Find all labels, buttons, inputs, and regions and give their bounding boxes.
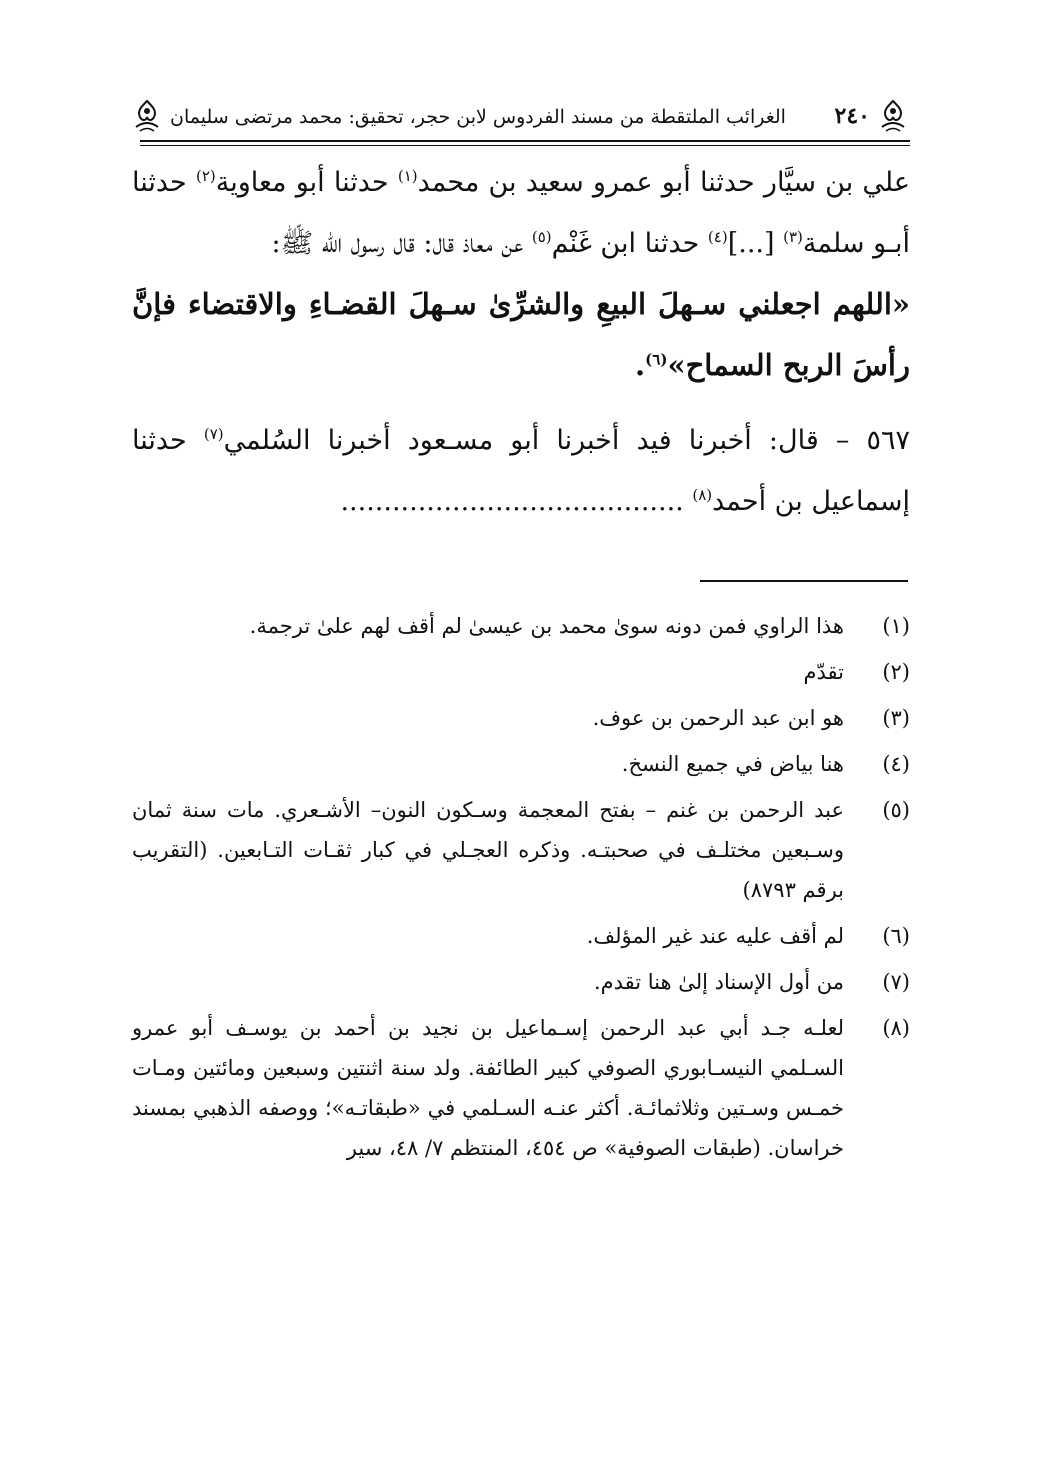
footnote-text: هذا الراوي فمن دونه سوىٰ محمد بن عيسىٰ لم أقف لهم علىٰ ترجمة. [249,614,844,638]
footnote-ref[interactable]: (٥) [531,228,552,246]
footnote-ref[interactable]: (٧) [203,425,224,443]
footnote-ref[interactable]: (٣) [783,228,803,246]
item-number: ٥٦٧ [866,425,910,456]
footnote-number: (٨) [882,1016,910,1040]
footnote-ref[interactable]: (٨) [692,486,713,504]
footnote-text: لعلـه جـد أبي عبد الرحمن إسـماعيل بن نجيد بن أحمد بن يوسـف أبو عمرو السـلمي النيسـابوري الصوفي كبير الطائفة. ولد سنة اثنتين وسبعين ومائتين ومـات خمـس وسـتين وثلاثمائـة. أكثر عنـه السـلمي في «طبقاتـه»؛ ووصفه الذهبي بمسند خراسان. (طبقات الصوفية» ص ٤٥٤، المنتظم ٧/ ٤٨، سير [132,1016,844,1160]
text-run: حدثنا ابن غَنْم [551,228,708,259]
footnote-item [132,652,910,692]
text-run: عن معاذ قال: قال رسول الله ﷺ: [271,228,532,259]
footnote-item [132,916,910,956]
footnote-text: من أول الإسناد إلىٰ هنا تقدم. [593,970,844,994]
footnote-ref[interactable]: (٦) [645,350,668,369]
main-text [132,152,910,532]
footnote-item [132,962,910,1002]
footnote-text: هو ابن عبد الرحمن بن عوف. [592,706,844,730]
header-rule [140,140,910,142]
floral-ornament-icon [130,97,164,135]
footnote-item [132,790,910,910]
hadith-text [132,274,910,396]
footnote-number: (٤) [882,752,910,776]
page-header [130,96,910,136]
text-run: – قال: أخبرنا فيد أخبرنا أبو مسـعود أخبرنا السُلمي [223,425,867,456]
footnote-separator [700,580,908,582]
footnote-number: (١) [882,614,910,638]
isnad-paragraph [132,152,910,274]
footnote-text: تقدّم [803,660,844,684]
text-run: حدثنا أبو معاوية [215,167,398,198]
footnote-item [132,606,910,646]
text-run: حدثنا [132,167,196,198]
hadith-item-567 [132,410,910,532]
header-rule-thin [140,145,910,146]
continuation-dots: ........................................ [340,486,693,517]
text-run: أبـو سلمة [802,228,910,259]
text-run: حدثنا إسماعيل بن أحمد [132,425,910,517]
footnote-ref[interactable]: (١) [397,167,418,185]
footnote-number: (٣) [882,706,910,730]
footnote-number: (٢) [882,660,910,684]
footnotes [132,606,910,1174]
floral-ornament-icon [876,97,910,135]
footnote-item [132,698,910,738]
footnote-text: عبد الرحمن بن غنم – بفتح المعجمة وسـكون النون– الأشـعري. مات سنة ثمان وسـبعين مختلـف في صحبتـه. وذكره العجـلي في كبار ثقـات التـابعين. (التقريب برقم ٨٧٩٣) [132,798,844,902]
header-center [164,103,876,129]
footnote-text: هنا بياض في جميع النسخ. [621,752,844,776]
footnote-ref[interactable]: (٤) [707,228,728,246]
text-run: علي بن سيَّار حدثنا أبو عمرو سعيد بن محمد [417,167,910,198]
footnote-number: (٦) [882,924,910,948]
footnote-item [132,744,910,784]
footnote-number: (٥) [882,798,910,822]
page-number: ٢٤٠ [834,103,870,129]
hadith-body: «اللهم اجعلني سـهلَ البيعِ والشرِّىٰ سـهلَ القضـاءِ والاقتضاء فإنَّ رأسَ الربح السماح» [132,287,910,382]
footnote-item [132,1008,910,1168]
footnote-ref[interactable]: (٢) [195,167,216,185]
text-run: [...] [727,228,784,259]
running-title: الغرائب الملتقطة من مسند الفردوس لابن حجر، تحقيق: محمد مرتضى سليمان [170,106,786,128]
text-run: . [635,348,646,382]
footnote-text: لم أقف عليه عند غير المؤلف. [586,924,844,948]
footnote-number: (٧) [882,970,910,994]
